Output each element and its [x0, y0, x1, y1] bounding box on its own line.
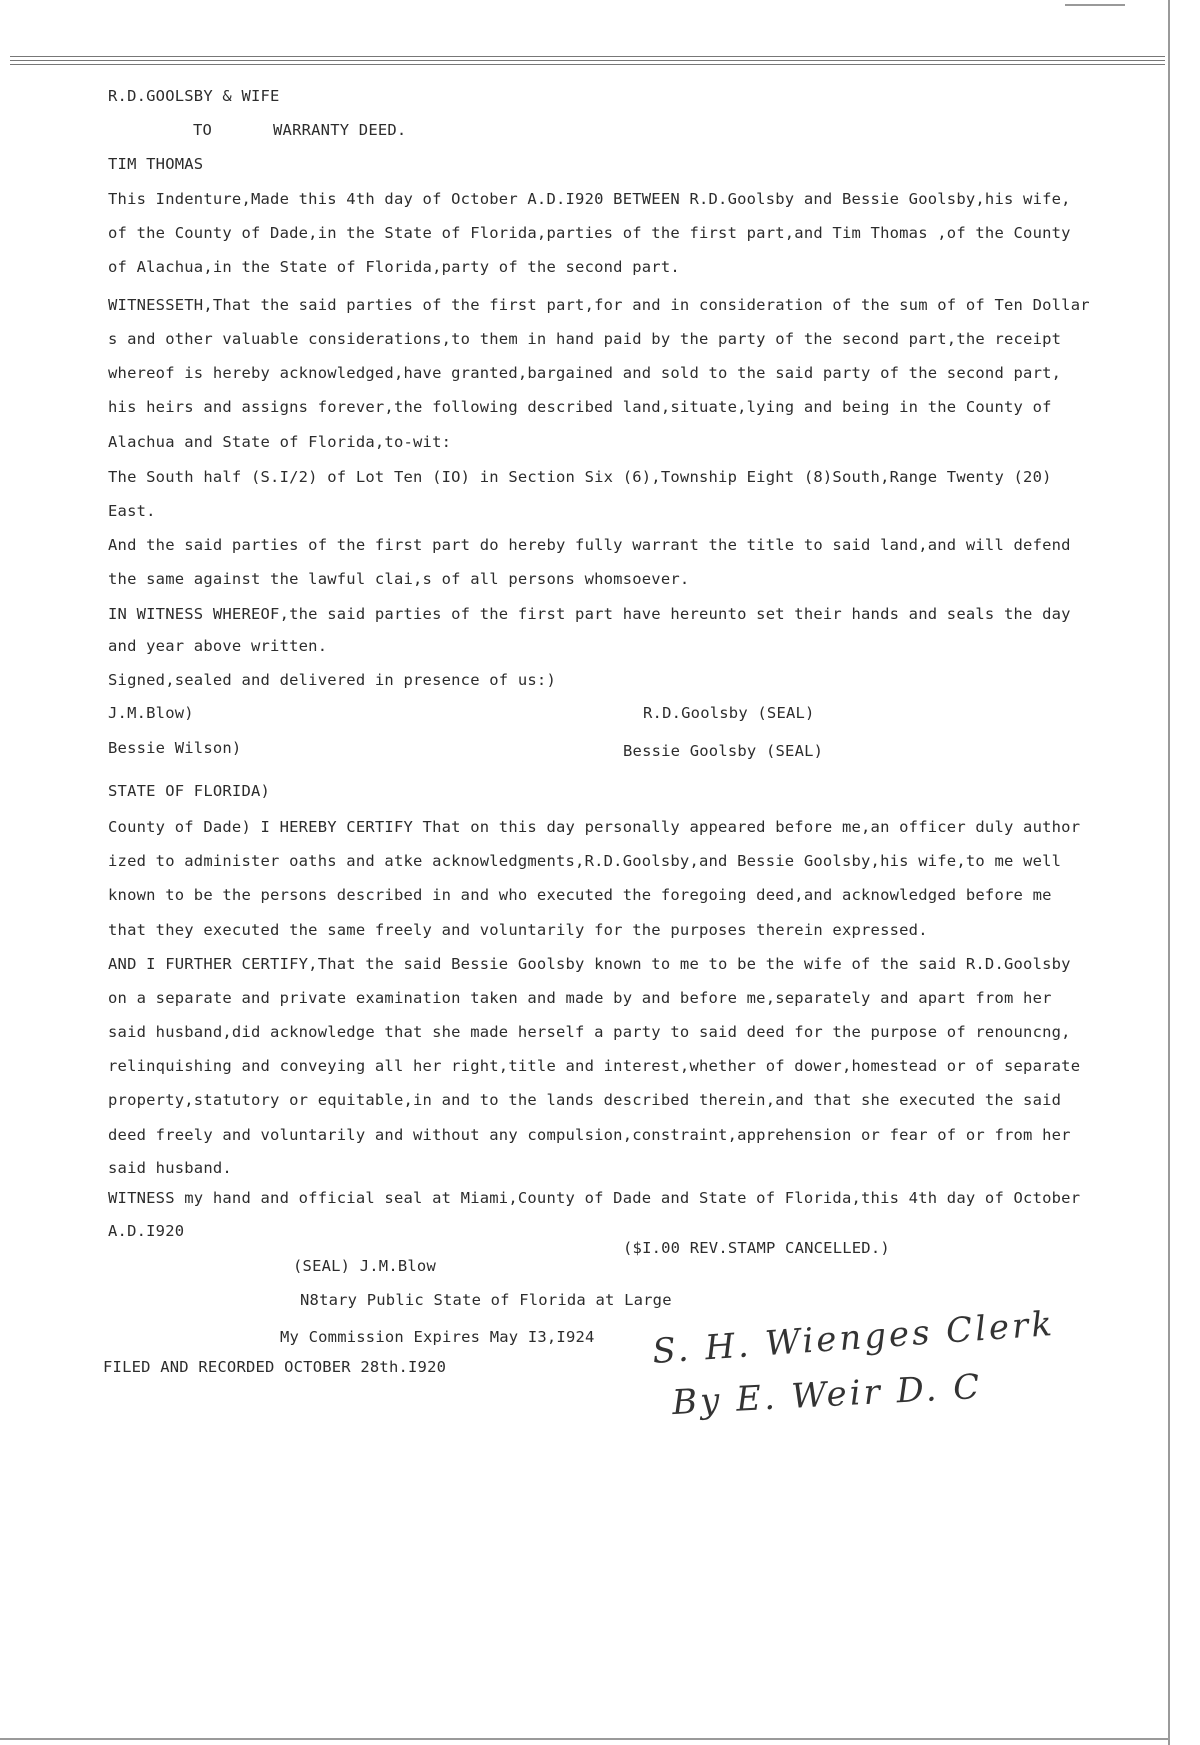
state-heading: STATE OF FLORIDA): [108, 782, 271, 800]
notary-line: County of Dade) I HEREBY CERTIFY That on this day personally appeared before me,an officer duly author: [108, 818, 1081, 836]
document-type: WARRANTY DEED.: [273, 121, 407, 139]
page-edge: [0, 1738, 1170, 1740]
body-line: This Indenture,Made this 4th day of October A.D.I920 BETWEEN R.D.Goolsby and Bessie Goolsby,his wife,: [108, 190, 1071, 208]
body-line: of the County of Dade,in the State of Florida,parties of the first part,and Tim Thomas ,of the County: [108, 224, 1071, 242]
grantor-signature: R.D.Goolsby (SEAL): [643, 704, 815, 722]
notary-line: AND I FURTHER CERTIFY,That the said Bessie Goolsby known to me to be the wife of the said R.D.Goolsby: [108, 955, 1071, 973]
top-rule: [10, 56, 1165, 57]
body-line: Signed,sealed and delivered in presence of us:): [108, 671, 556, 689]
notary-line: said husband.: [108, 1159, 232, 1177]
body-line: whereof is hereby acknowledged,have granted,bargained and sold to the said party of the second part,: [108, 364, 1062, 382]
body-line: IN WITNESS WHEREOF,the said parties of the first part have hereunto set their hands and seals the day: [108, 605, 1071, 623]
notary-line: on a separate and private examination taken and made by and before me,separately and apart from her: [108, 989, 1052, 1007]
body-line: WITNESSETH,That the said parties of the first part,for and in consideration of the sum of of Ten Dollar: [108, 296, 1090, 314]
notary-line: A.D.I920: [108, 1222, 185, 1240]
page-edge: [1168, 0, 1170, 1745]
notary-line: ized to administer oaths and atke acknowledgments,R.D.Goolsby,and Bessie Goolsby,his wife,to me well: [108, 852, 1062, 870]
deputy-clerk-signature: By E. Weir D. C: [671, 1366, 984, 1424]
witness-name: J.M.Blow): [108, 704, 194, 722]
body-line: Alachua and State of Florida,to-wit:: [108, 433, 452, 451]
clerk-signature: S. H. Wienges Clerk: [651, 1303, 1057, 1373]
body-line: and year above written.: [108, 637, 328, 655]
grantee-heading: TIM THOMAS: [108, 155, 204, 173]
notary-line: that they executed the same freely and voluntarily for the purposes therein expressed.: [108, 921, 928, 939]
top-rule: [10, 60, 1165, 61]
revenue-stamp-note: ($I.00 REV.STAMP CANCELLED.): [623, 1239, 890, 1257]
commission-expiry: My Commission Expires May I3,I924: [280, 1328, 595, 1346]
legal-description: East.: [108, 502, 156, 520]
filed-recorded: FILED AND RECORDED OCTOBER 28th.I920: [103, 1358, 447, 1376]
body-line: And the said parties of the first part do hereby fully warrant the title to said land,and will defend: [108, 536, 1071, 554]
notary-line: known to be the persons described in and who executed the foregoing deed,and acknowledged before me: [108, 886, 1052, 904]
notary-title: N8tary Public State of Florida at Large: [300, 1291, 672, 1309]
body-line: s and other valuable considerations,to them in hand paid by the party of the second part,the receipt: [108, 330, 1062, 348]
grantor-heading: R.D.GOOLSBY & WIFE: [108, 87, 280, 105]
notary-line: said husband,did acknowledge that she made herself a party to said deed for the purpose of renouncng,: [108, 1023, 1071, 1041]
grantor-signature: Bessie Goolsby (SEAL): [623, 742, 824, 760]
notary-line: relinquishing and conveying all her right,title and interest,whether of dower,homestead or of separate: [108, 1057, 1081, 1075]
top-rule: [10, 64, 1165, 65]
notary-line: deed freely and voluntarily and without any compulsion,constraint,apprehension or fear of or from her: [108, 1126, 1071, 1144]
notary-signature: (SEAL) J.M.Blow: [293, 1257, 436, 1275]
body-line: of Alachua,in the State of Florida,party of the second part.: [108, 258, 680, 276]
legal-description: The South half (S.I/2) of Lot Ten (IO) in Section Six (6),Township Eight (8)South,Range Twenty (20): [108, 468, 1052, 486]
notary-line: WITNESS my hand and official seal at Miami,County of Dade and State of Florida,this 4th day of October: [108, 1189, 1081, 1207]
to-label: TO: [193, 121, 213, 139]
body-line: his heirs and assigns forever,the following described land,situate,lying and being in the County of: [108, 398, 1052, 416]
page-number-mark: [1065, 0, 1125, 6]
body-line: the same against the lawful clai,s of all persons whomsoever.: [108, 570, 690, 588]
notary-line: property,statutory or equitable,in and to the lands described therein,and that she executed the said: [108, 1091, 1062, 1109]
witness-name: Bessie Wilson): [108, 739, 242, 757]
